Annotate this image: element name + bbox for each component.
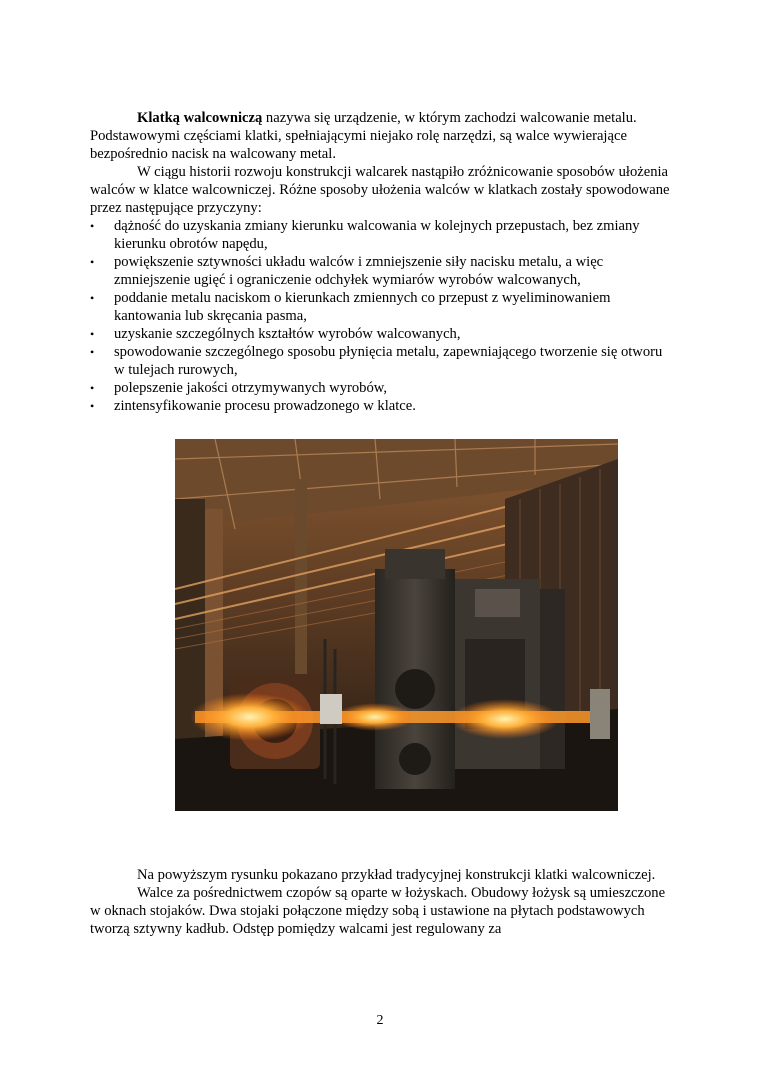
bullet-icon: • <box>90 291 95 305</box>
page-number: 2 <box>376 1013 384 1028</box>
list-item: • zintensyfikowanie procesu prowadzonego w klatce. <box>90 398 416 414</box>
term-bold: Klatką walcowniczą <box>137 110 263 126</box>
bullet-icon: • <box>90 381 95 395</box>
paragraph-bearings: Walce za pośrednictwem czopów są oparte w łożyskach. Obudowy łożysk są umieszczone w oknach stojaków. Dwa stojaki połączone między sobą i ustawione na płytach podstawowych tworzą sztywny kadłub. Odstęp pomiędzy walcami jest regulowany za <box>90 885 666 937</box>
bullet-icon: • <box>90 399 95 413</box>
bullet-icon: • <box>90 219 95 233</box>
paragraph-history: W ciągu historii rozwoju konstrukcji walcarek nastąpiło zróżnicowanie sposobów ułożenia walców w klatce walcowniczej. Różne sposoby ułożenia walców w klatkach zostały spowodowane przez następujące przyczyny: <box>90 164 670 216</box>
list-item: • dążność do uzyskania zmiany kierunku walcowania w kolejnych przepustach, bez zmiany kierunku obrotów napędu, <box>90 218 640 252</box>
paragraph-definition <box>90 109 670 163</box>
list-item: • polepszenie jakości otrzymywanych wyrobów, <box>90 380 388 396</box>
definition-text: nazywa się urządzenie, w którym zachodzi walcowanie metalu. Podstawowymi częściami klatki, spełniającymi niejako rolę narzędzi, są walce wywierające bezpośrednio nacisk na walcowany metal. <box>90 110 637 162</box>
bullet-icon: • <box>90 255 95 269</box>
rolling-mill-photo <box>175 439 618 811</box>
list-item: • spowodowanie szczególnego sposobu płynięcia metalu, zapewniającego tworzenie się otworu w tulejach rurowych, <box>90 344 663 378</box>
text-block-top <box>90 109 670 415</box>
list-item: • powiększenie sztywności układu walców i zmniejszenie siły nacisku metalu, a więc zmniejszenie ugięć i ograniczenie odchyłek wymiarów wyrobów walcowanych, <box>90 254 604 288</box>
bullet-icon: • <box>90 327 95 341</box>
bullet-icon: • <box>90 345 95 359</box>
list-item: • uzyskanie szczególnych kształtów wyrobów walcowanych, <box>90 326 461 342</box>
paragraph-figure-caption: Na powyższym rysunku pokazano przykład tradycyjnej konstrukcji klatki walcowniczej. <box>137 867 656 883</box>
text-block-bottom <box>90 866 670 938</box>
reasons-list <box>90 217 670 415</box>
list-item: • poddanie metalu naciskom o kierunkach zmiennych co przepust z wyeliminowaniem kantowania lub skręcania pasma, <box>90 290 611 324</box>
